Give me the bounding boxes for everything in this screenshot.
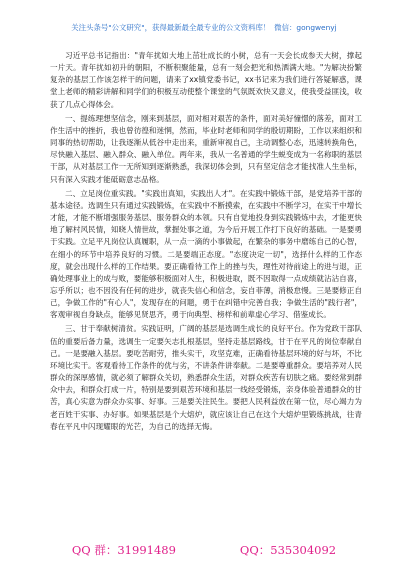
document-body <box>50 50 362 435</box>
paragraph-section-2: 二、立足岗位重实践。"实践出真知，实践出人才"。在实践中锻炼干部，是党培养干部的基本途径。选调生只有通过实践锻炼，在实践中不断摸索，在实践中不断学习，在实干中增长才能，才能不断增强服务基层、服务群众的本领。只有自觉地投身到实践锻炼中去，才能更快地了解村风民情，知晓人情世故，掌握处事之道，为今后开展工作打下良好的基础。一是要勇于实践。立足平凡岗位认真履职，从一点一滴的小事做起，在繁杂的事务中磨练自己的心智，在细小的环节中培养良好的习惯。二是要端正态度。"态度决定一切"，选择什么样的工作态度，就会出现什么样的工作结果。要正确看待工作上的挫与失，理性对待前途上的进与退，正确处理事业上的成与败，要能够积极面对人生，积极进取，既不因取得一点成绩就沾沾自喜，忘乎所以；也不因没有任何的进步，就丧失信心和信念，妄自菲薄，消极怠慢。三是要修正自己，争做工作的"有心人"，发现存在的问题，勇于在纠错中完善自我；争做生活的"践行者"，客观审视自身缺点，能够见贤思齐，勇于向典型、榜样和前辈虚心学习、借鉴成长。 <box>50 188 362 320</box>
paragraph-intro: 习近平总书记指出："青年扰如大地上茁壮成长的小树，总有一天会长成参天大树，撑起一片天。青年扰如初升的朝阳，不断积聚能量，总有一刻会把光和热洒满大地。"为解决扮繁复杂的基层工作该怎样干的问题，请来了xx镇党委书记，xx书记来为我们进行答疑解惑，课堂上老师的精彩讲解和同学们的积极互动使整个课堂的气氛既欢快又意义，使我受益匪浅，收获了几点心得体会。 <box>50 51 362 109</box>
footer-qq-contact: QQ：535304092 <box>239 543 337 557</box>
footer-qq-group: QQ 群：31991489 <box>71 543 176 557</box>
page-header <box>0 22 408 33</box>
header-notice: 关注头条号"公文研究"，获得最新最全最专业的公文资料库！ <box>71 23 271 32</box>
paragraph-section-3: 三、甘于奉献树清贫。实践证明，广阔的基层是选调生成长的良好平台。作为党政干部队伍的重要后备力量，选调生一定要矢志扎根基层，坚持走基层路线，甘于在平凡的岗位奉献自己。一是要融入基层。要吃苦耐劳，推头实干，攻坚克难，正确看待基层环境的好与坏，不比环境比实干。客观看待工作条件的优与劣，不讲条件讲奉献。二是要尊重群众。要培养对人民群众的深厚感情，就必须了解群众关切，熟悉群众生活，对群众疾苦有切肤之痛。要经常到群众中去，和群众打成一片，特别是要到艰苦环境和基层一线经受锻炼，亲身体验普通群众的甘苦，真心实意为群众办实事、好事。三是要关注民生。要把人民利益放在第一位，尽心竭力为老百姓干实事、办好事。如果基层是个大熔炉，就应该让自己在这个大熔炉里锻炼挑战，往青春在平凡中闪现耀眼的光芒，为自己的选择无悔。 <box>50 324 362 431</box>
page-footer <box>0 542 408 558</box>
paragraph-section-1: 一、提练理想坚信念，刚来到基层，面对相对艰苦的条件，面对美好憧憬的落差，面对工作生活中的挫折，我也曾彷徨和迷惘，然而，毕业时老师和同学的殷切期盼，工作以来组织和同事的热切帮助，让我逐渐从低谷中走出来，重新审视自己，主动调整心态，迅速转换角色，尽快融入基层、融入群众、融入单位。两年来，我从一名普通的学生蜕变成为一名称职的基层干部，从对基层工作一无所知到逐渐熟悉，我深切体会到，只有坚定信念才能找准人生坐标，只有深入实践才能砥砺意志品格。 <box>50 113 362 184</box>
header-wechat: 微信：gongwenyj <box>274 23 337 32</box>
